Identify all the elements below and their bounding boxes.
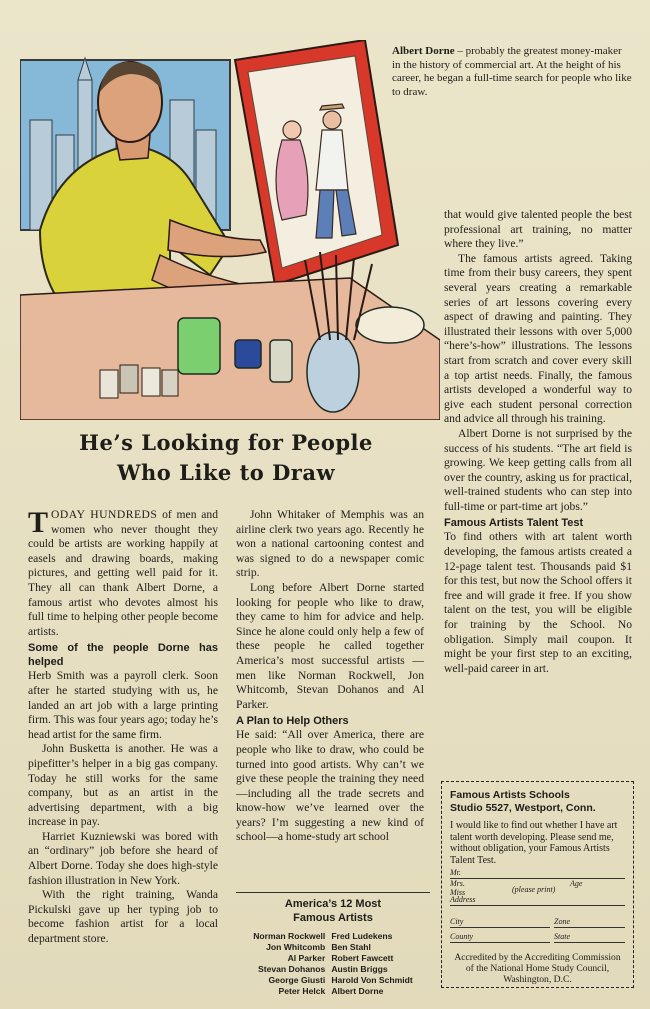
- paragraph-talent-test: To find others with art talent worth developing, the famous artists created a 12-page talent test. Thousands paid $1 for this test, but now the School offers it free and will grade it free. If you show talent on the test, you will be eligible for training by the School. No obligation. Simply mail coupon. It might be your first step to an exciting, well-paid career in art.: [444, 530, 632, 675]
- artist-name: Ben Stahl: [331, 942, 371, 952]
- paragraph-he-said: He said: “All over America, there are people who like to draw, who could be turned into good artists. Why can’t we give these people the training they need—including all the trade secrets and know-how we’ve learned over the years? I’m suggesting a new kind of school—a home-study art school: [236, 728, 424, 844]
- zone-field[interactable]: [554, 917, 625, 928]
- artist-name: Albert Dorne: [331, 986, 384, 996]
- city-field[interactable]: [450, 917, 550, 928]
- drop-cap: T: [28, 506, 49, 539]
- photo-caption: [392, 45, 632, 99]
- artists-row: [250, 964, 416, 975]
- label-address: Address: [450, 895, 476, 904]
- section-heading-plan: A Plan to Help Others: [236, 715, 349, 728]
- column-3: [444, 208, 632, 676]
- caption-text: – probably the greatest money-maker in the history of commercial art. At the height of his career, he began a full-time search for people who like to draw.: [392, 45, 632, 98]
- section-heading-talent-test: Famous Artists Talent Test: [444, 517, 584, 530]
- coupon-header: [450, 789, 633, 815]
- paragraph-not-surprised: Albert Dorne is not surprised by the success of his students. “The art field is growing. We keep getting calls from all over the country, asking us for practical, well-trained students who can step into full-time or part-time art jobs.”: [444, 426, 632, 513]
- intro-text: of men and women who never thought they could be artists are working happily at easels and drawing boards, making pictures, and getting well paid for it. They all can thank Albert Dorne, a famous artist who devotes almost his full time to helping other people become artists.: [28, 508, 218, 638]
- label-miss: Miss: [450, 888, 466, 897]
- label-county: County: [450, 932, 474, 941]
- address-field[interactable]: [450, 895, 625, 906]
- label-please-print: (please print): [512, 885, 556, 894]
- paragraph-harriet: Harriet Kuzniewski was bored with an “ordinary” job before she heard of Albert Dorne. Today she does high-style fashion illustration in New York.: [28, 829, 218, 887]
- artist-name: Austin Briggs: [331, 964, 388, 974]
- paragraph-artists-agreed: The famous artists agreed. Taking time from their busy careers, they spent several years creating a remarkable series of art lessons covering every aspect of drawing and painting. They illustrated their lessons with over 5,000 “here’s-how” illustrations. The lessons start from scratch and cover every skill a top artist needs. Finally, the famous artists developed a wonderful way to give each student personal correction and advice all through his training.: [444, 251, 632, 426]
- intro-paragraph: [28, 508, 218, 639]
- paragraph-herb-smith: Herb Smith was a payroll clerk. Soon after he started studying with us, he landed an art job with a large printing firm. This was four years ago; today he’s head artist for the same firm.: [28, 669, 218, 741]
- state-field[interactable]: [554, 932, 625, 943]
- artist-name: Harold Von Schmidt: [331, 975, 413, 985]
- artists-box: [236, 892, 430, 997]
- name-field[interactable]: [450, 868, 625, 879]
- headline: [20, 428, 432, 488]
- column-2: [236, 508, 424, 845]
- paragraph-wanda: With the right training, Wanda Pickulski gave up her typing job to become fashion artist for a local department store.: [28, 888, 218, 946]
- artist-illustration: [20, 40, 440, 420]
- label-mr: Mr.: [450, 868, 461, 877]
- column-1: [28, 508, 218, 947]
- label-city: City: [450, 917, 464, 926]
- label-zone: Zone: [554, 917, 570, 926]
- artist-name: George Giusti: [268, 975, 326, 985]
- label-state: State: [554, 932, 570, 941]
- paragraph-john-whitaker: John Whitaker of Memphis was an airline clerk two years ago. Recently he won a national cartooning contest and was signed to do a newspaper comic strip.: [236, 508, 424, 580]
- section-heading-helped: Some of the people Dorne has helped: [28, 642, 218, 669]
- artists-row: [250, 953, 416, 964]
- artist-name: Peter Helck: [278, 986, 326, 996]
- artist-name: Al Parker: [287, 953, 326, 963]
- work-table: [20, 278, 440, 420]
- artists-row: [250, 975, 416, 986]
- paragraph-long-before: Long before Albert Dorne started looking for people who like to draw, they came to him for advice and help. Since he alone could only help a few of these people he called together America’s most successful artists —men like Norman Rockwell, Jon Whitcomb, Stevan Dohanos and Al Parker.: [236, 580, 424, 711]
- artists-title-1: America’s 12 Most: [284, 898, 382, 910]
- headline-line-1: He’s Looking for People: [79, 430, 373, 455]
- artist-name: Norman Rockwell: [253, 931, 326, 941]
- coupon-school-name: Famous Artists Schools: [450, 789, 570, 801]
- artists-table: [250, 931, 416, 997]
- artists-title-2: Famous Artists: [293, 912, 373, 924]
- artist-name: Jon Whitcomb: [266, 942, 326, 952]
- paragraph-continued: that would give talented people the best professional art training, no matter where they live.”: [444, 208, 632, 251]
- county-field[interactable]: [450, 932, 550, 943]
- headline-line-2: Who Like to Draw: [116, 460, 336, 485]
- caption-name: Albert Dorne: [392, 45, 455, 57]
- artist-name: Robert Fawcett: [331, 953, 394, 963]
- label-age: Age: [570, 879, 583, 888]
- label-mrs: Mrs.: [450, 879, 465, 888]
- coupon-studio-address: Studio 5527, Westport, Conn.: [450, 802, 596, 814]
- paragraph-john-busketta: John Busketta is another. He was a pipefitter’s helper in a big gas company. Today he still works for the same company, but as an artist in the advertising department, with a big increase in pay.: [28, 742, 218, 829]
- accreditation-note: Accredited by the Accrediting Commission of the National Home Study Council, Washington, D.C.: [454, 952, 621, 985]
- mail-coupon[interactable]: [441, 781, 634, 988]
- artist-name: Stevan Dohanos: [257, 964, 326, 974]
- artists-row: [250, 986, 416, 997]
- artists-row: [250, 931, 416, 942]
- lead-in: ODAY HUNDREDS: [51, 508, 158, 521]
- coupon-body: I would like to find out whether I have art talent worth developing. Please send me, without obligation, your Famous Artists Talent Test.: [450, 820, 618, 866]
- artist-name: Fred Ludekens: [331, 931, 393, 941]
- artists-row: [250, 942, 416, 953]
